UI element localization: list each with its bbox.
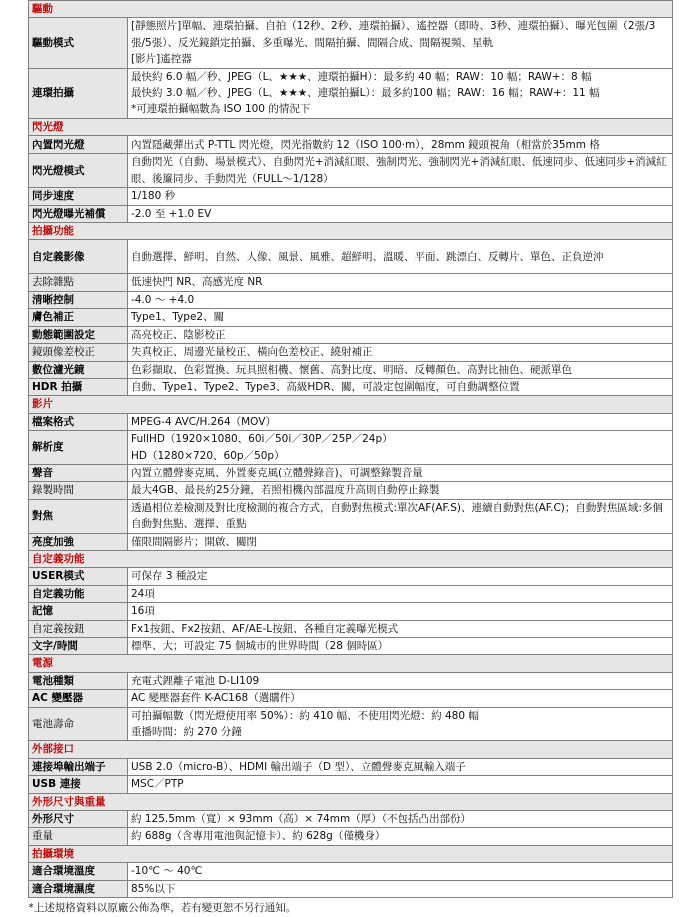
spec-value	[128, 690, 673, 707]
spec-value-line: -2.0 至 +1.0 EV	[131, 207, 212, 220]
spec-label: 聲音	[29, 464, 128, 481]
spec-value	[128, 326, 673, 343]
section-title: 影片	[29, 396, 673, 413]
spec-label: 適合環境濕度	[29, 880, 128, 897]
spec-row	[29, 205, 673, 222]
spec-label: USER模式	[29, 568, 128, 585]
spec-value-line: 可拍攝幅數（閃光燈使用率 50%）：約 410 幅、不使用閃光燈：約 480 幅	[131, 709, 479, 722]
spec-value-line: 充電式鋰離子電池 D-LI109	[131, 674, 260, 687]
spec-row	[29, 188, 673, 205]
spec-value	[128, 707, 673, 741]
spec-value	[128, 568, 673, 585]
spec-value	[128, 309, 673, 326]
spec-row	[29, 499, 673, 533]
spec-value	[128, 413, 673, 430]
spec-label: USB 連接	[29, 776, 128, 793]
spec-value-line: [靜態照片]單幅、連環拍攝、自拍（12秒、2秒、連環拍攝）、遙控器（即時、3秒、連環拍攝）、曝光包圍（2張/3張/5張）、反光鏡鎖定拍攝、多重曝光、間隔拍攝、間隔合成、間隔視頻、星軌	[131, 20, 656, 49]
spec-row	[29, 863, 673, 880]
spec-value-line: USB 2.0（micro-B）、HDMI 輸出端子（D 型）、立體聲麥克風輸入端子	[131, 760, 466, 773]
spec-value-line: 約 688g（含專用電池與記憶卡）、約 628g（僅機身）	[131, 830, 386, 843]
spec-row	[29, 585, 673, 602]
spec-value-line: 透過相位差檢測及對比度檢測的複合方式，自動對焦模式:單次AF(AF.S)、連續自動對焦(AF.C)；自動對焦區域:多個自動對焦點、選擇、重點	[131, 501, 663, 531]
spec-value-line: 僅限間隔影片；開啟、關閉	[131, 535, 257, 548]
spec-value	[128, 811, 673, 828]
section-title: 拍攝功能	[29, 223, 673, 240]
section-title: 電源	[29, 655, 673, 672]
spec-row	[29, 378, 673, 395]
spec-value-line: Type1、Type2、關	[131, 311, 225, 324]
spec-value-line: 約 125.5mm（寬）× 93mm（高）× 74mm（厚）（不包括凸出部份）	[131, 813, 472, 826]
spec-row	[29, 274, 673, 291]
spec-row	[29, 464, 673, 481]
section-header-row	[29, 118, 673, 135]
spec-row	[29, 309, 673, 326]
spec-row	[29, 68, 673, 118]
spec-row	[29, 603, 673, 620]
spec-value-line: 低速快門 NR、高感光度 NR	[131, 276, 263, 289]
spec-value	[128, 154, 673, 188]
spec-label: 記憶	[29, 603, 128, 620]
spec-row	[29, 413, 673, 430]
spec-row	[29, 707, 673, 741]
spec-value-line: AC 變壓器套件 K-AC168（選購件）	[131, 692, 301, 705]
spec-label: AC 變壓器	[29, 690, 128, 707]
spec-value-line: 24項	[131, 587, 155, 600]
spec-value	[128, 499, 673, 533]
spec-value-line: Fx1按鈕、Fx2按鈕、AF/AE-L按鈕、各種自定義曝光模式	[131, 622, 399, 635]
spec-row	[29, 620, 673, 637]
spec-label: 清晰控制	[29, 291, 128, 308]
spec-label: 外形尺寸	[29, 811, 128, 828]
spec-value	[128, 672, 673, 689]
spec-label: 重量	[29, 828, 128, 845]
section-title: 驅動	[29, 1, 673, 18]
spec-label: 驅動模式	[29, 18, 128, 68]
footnote-row	[29, 898, 673, 917]
spec-label: 連環拍攝	[29, 68, 128, 118]
spec-value	[128, 291, 673, 308]
section-header-row	[29, 793, 673, 810]
spec-label: 檔案格式	[29, 413, 128, 430]
spec-value	[128, 464, 673, 481]
section-title: 外形尺寸與重量	[29, 793, 673, 810]
spec-value	[128, 776, 673, 793]
spec-label: 自定義按鈕	[29, 620, 128, 637]
spec-value	[128, 274, 673, 291]
spec-row	[29, 690, 673, 707]
spec-value-line: 最大4GB、最長約25分鐘，若照相機內部溫度升高則自動停止錄製	[131, 484, 440, 497]
spec-row	[29, 758, 673, 775]
spec-row	[29, 880, 673, 897]
spec-value-line: 重播時間：約 270 分鐘	[131, 726, 242, 739]
section-header-row	[29, 1, 673, 18]
spec-label: 閃光燈曝光補償	[29, 205, 128, 222]
spec-value	[128, 638, 673, 655]
spec-value-line: 自動選擇、鮮明、自然、人像、風景、風雅、超鮮明、溫暖、平面、跳漂白、反轉片、單色、正負逆沖	[131, 250, 604, 263]
section-title: 外部接口	[29, 741, 673, 758]
spec-label: 同步速度	[29, 188, 128, 205]
spec-value	[128, 585, 673, 602]
spec-label: 數位濾光鏡	[29, 361, 128, 378]
spec-label: 電池壽命	[29, 707, 128, 741]
spec-value-line: [影片]遙控器	[131, 53, 192, 66]
spec-label: 內置閃光燈	[29, 136, 128, 154]
spec-table	[28, 0, 673, 917]
section-title: 閃光燈	[29, 118, 673, 135]
spec-value	[128, 361, 673, 378]
spec-row	[29, 568, 673, 585]
spec-row	[29, 361, 673, 378]
spec-label: 文字/時間	[29, 638, 128, 655]
spec-row	[29, 638, 673, 655]
spec-value-line: 失真校正、周邊光量校正、橫向色差校正、繞射補正	[131, 346, 373, 359]
spec-value-line: 高亮校正、陰影校正	[131, 328, 226, 341]
spec-label: 自定義影像	[29, 240, 128, 274]
spec-row	[29, 154, 673, 188]
spec-value	[128, 482, 673, 499]
spec-value	[128, 828, 673, 845]
spec-value-line: 色彩擷取、色彩置換、玩具照相機、懷舊、高對比度、明暗、反轉顏色、高對比抽色、硬派單色	[131, 363, 572, 376]
spec-row	[29, 672, 673, 689]
spec-value-line: -10℃ ～ 40℃	[131, 865, 203, 878]
spec-row	[29, 18, 673, 68]
spec-row	[29, 828, 673, 845]
spec-row	[29, 533, 673, 550]
footnote: *上述規格資料以原廠公佈為準，若有變更恕不另行通知。	[28, 902, 297, 915]
spec-value-line: 內置隱藏彈出式 P-TTL 閃光燈，閃光指數約 12（ISO 100‧m），28mm 鏡頭視角（相當於35mm 格	[131, 138, 600, 151]
section-header-row	[29, 396, 673, 413]
section-header-row	[29, 845, 673, 862]
spec-value	[128, 205, 673, 222]
spec-value	[128, 880, 673, 897]
spec-row	[29, 776, 673, 793]
spec-value-line: MPEG-4 AVC/H.264（MOV）	[131, 415, 276, 428]
spec-row	[29, 136, 673, 154]
spec-value-line: FullHD（1920×1080、60i／50i／30P／25P／24p）	[131, 433, 393, 446]
spec-value-line: 最快約 3.0 幅／秒、JPEG（L、★★★、連環拍攝L）：最多約100 幅；RAW：16 幅；RAW+：11 幅	[131, 87, 600, 100]
spec-table-body	[29, 1, 673, 917]
spec-value-line: MSC／PTP	[131, 778, 184, 791]
spec-value-line: 85%以下	[131, 882, 176, 895]
spec-value	[128, 603, 673, 620]
spec-value-line: 16項	[131, 605, 155, 618]
spec-label: 動態範圍設定	[29, 326, 128, 343]
spec-value	[128, 188, 673, 205]
spec-label: 對焦	[29, 499, 128, 533]
spec-label: 去除雜點	[29, 274, 128, 291]
spec-row	[29, 240, 673, 274]
spec-label: 電池種類	[29, 672, 128, 689]
spec-value-line: -4.0 ～ +4.0	[131, 293, 195, 306]
spec-value	[128, 863, 673, 880]
section-header-row	[29, 655, 673, 672]
spec-value-line: 標準、大；可設定 75 個城市的世界時間（28 個時區）	[131, 640, 389, 652]
section-header-row	[29, 550, 673, 567]
spec-value	[128, 431, 673, 465]
spec-value-line: 自動、Type1、Type2、Type3、高級HDR、關，可設定包圍幅度，可自動調整位置	[131, 380, 520, 393]
spec-row	[29, 431, 673, 465]
spec-label: 自定義功能	[29, 585, 128, 602]
spec-label: 閃光燈模式	[29, 154, 128, 188]
section-title: 自定義功能	[29, 550, 673, 567]
spec-value	[128, 240, 673, 274]
spec-value-line: 最快約 6.0 幅／秒、JPEG（L、★★★、連環拍攝H）：最多約 40 幅；RAW：10 幅；RAW+：8 幅	[131, 70, 592, 83]
spec-label: HDR 拍攝	[29, 378, 128, 395]
spec-row	[29, 291, 673, 308]
section-title: 拍攝環境	[29, 845, 673, 862]
spec-row	[29, 482, 673, 499]
spec-value	[128, 136, 673, 154]
spec-row	[29, 344, 673, 361]
spec-value-line: 自動閃光（自動、場景模式）、自動閃光+消減紅眼、強制閃光、強制閃光+消減紅眼、低速同步、低速同步+消減紅眼、後簾同步、手動閃光（FULL～1/128）	[131, 156, 667, 185]
spec-value-line: HD（1280×720、60p／50p）	[131, 449, 285, 462]
spec-value	[128, 18, 673, 68]
spec-value-line: 1/180 秒	[131, 190, 176, 203]
spec-value-line: 內置立體聲麥克風、外置麥克風(立體聲錄音)、可調整錄製音量	[131, 466, 423, 479]
spec-label: 亮度加強	[29, 533, 128, 550]
spec-value	[128, 68, 673, 118]
spec-value	[128, 378, 673, 395]
section-header-row	[29, 223, 673, 240]
section-header-row	[29, 741, 673, 758]
spec-row	[29, 326, 673, 343]
spec-value	[128, 620, 673, 637]
spec-label: 膚色補正	[29, 309, 128, 326]
spec-label: 連接埠輸出端子	[29, 758, 128, 775]
spec-label: 錄製時間	[29, 482, 128, 499]
spec-row	[29, 811, 673, 828]
spec-value-line: 可保存 3 種設定	[131, 570, 208, 583]
spec-label: 適合環境溫度	[29, 863, 128, 880]
spec-value	[128, 533, 673, 550]
spec-label: 解析度	[29, 431, 128, 465]
spec-value	[128, 344, 673, 361]
spec-value	[128, 758, 673, 775]
spec-label: 鏡頭像差校正	[29, 344, 128, 361]
spec-value-line: *可連環拍攝幅數為 ISO 100 的情況下	[131, 103, 311, 116]
